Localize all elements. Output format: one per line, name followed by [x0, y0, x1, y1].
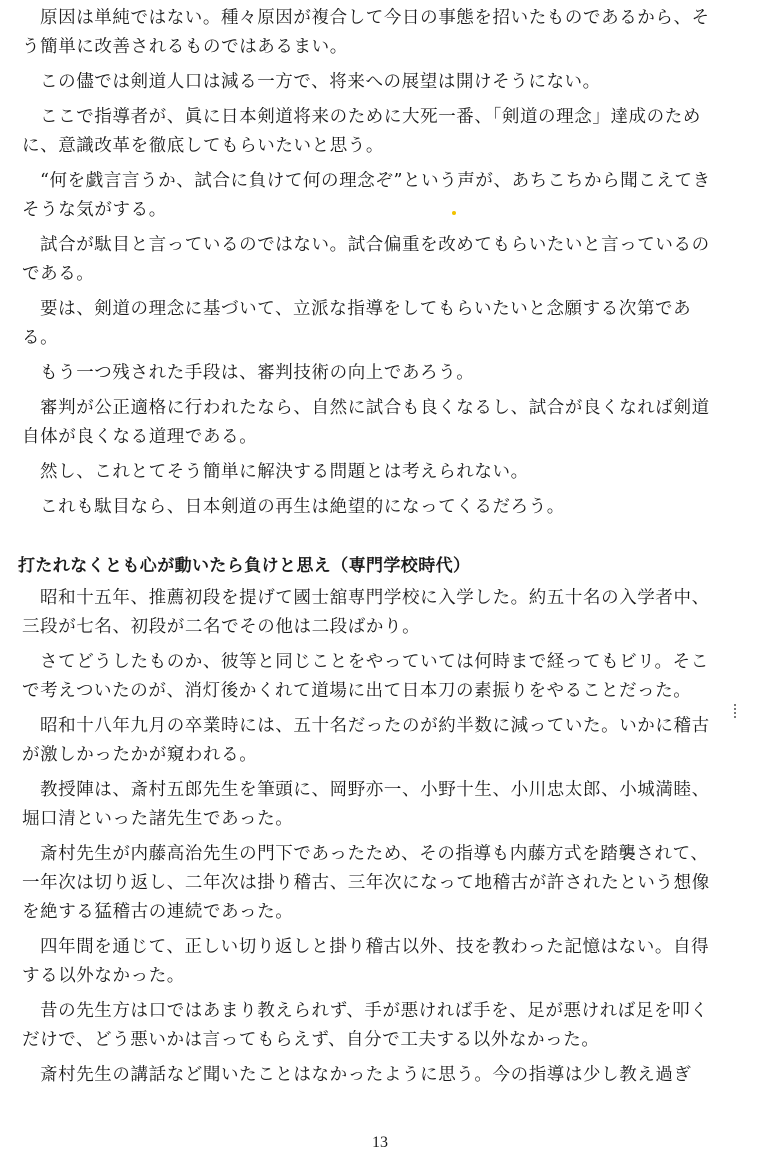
paragraph: 教授陣は、斎村五郎先生を筆頭に、岡野亦一、小野十生、小川忠太郎、小城満睦、堀口清といった諸先生であった。: [22, 780, 710, 829]
paragraph: 昭和十五年、推薦初段を提げて國士舘専門学校に入学した。約五十名の入学者中、三段が七名、初段が二名でその他は二段ばかり。: [22, 588, 710, 637]
paragraph: “何を戯言言うか、試合に負けて何の理念ぞ”という声が、あちこちから聞こえてきそうな気がする。: [22, 171, 711, 220]
paragraph: 斎村先生の講話など聞いたことはなかったように思う。今の指導は少し教え過ぎ: [40, 1065, 692, 1085]
paragraph: 試合が駄目と言っているのではない。試合偏重を改めてもらいたいと言っているのである。: [22, 235, 710, 284]
paragraph: 四年間を通じて、正しい切り返しと掛り稽古以外、技を教わった記憶はない。自得する以外なかった。: [22, 937, 710, 986]
paragraph: この儘では剣道人口は減る一方で、将来への展望は開けそうにない。: [40, 72, 601, 92]
page-number: 13: [372, 1134, 388, 1151]
body-text-bottom: [22, 584, 722, 1096]
body-text-top: [22, 4, 722, 528]
paragraph: 原因は単純ではない。種々原因が複合して今日の事態を招いたものであるから、そう簡単に改善されるものではあるまい。: [22, 8, 710, 57]
paragraph: 然し、これとてそう簡単に解決する問題とは考えられない。: [40, 462, 529, 482]
paragraph: 斎村先生が内藤高治先生の門下であったため、その指導も内藤方式を踏襲されて、一年次は切り返し、二年次は掛り稽古、三年次になって地稽古が許されたという想像を絶する猛稽古の連続であった。: [22, 844, 710, 922]
paragraph: 審判が公正適格に行われたなら、自然に試合も良くなるし、試合が良くなれば剣道自体が良くなる道理である。: [22, 398, 710, 447]
paragraph: もう一つ残された手段は、審判技術の向上であろう。: [40, 363, 475, 383]
paragraph: 昔の先生方は口ではあまり教えられず、手が悪ければ手を、足が悪ければ足を叩くだけで、どう悪いかは言ってもらえず、自分で工夫する以外なかった。: [22, 1001, 709, 1050]
paragraph: さてどうしたものか、彼等と同じことをやっていては何時まで経ってもビリ。そこで考えついたのが、消灯後かくれて道場に出て日本刀の素振りをやることだった。: [22, 652, 709, 701]
paragraph: 昭和十八年九月の卒業時には、五十名だったのが約半数に減っていた。いかに稽古が激しかったかが窺われる。: [22, 716, 710, 765]
paragraph: これも駄目なら、日本剣道の再生は絶望的になってくるだろう。: [40, 497, 565, 517]
ink-speck: [452, 211, 456, 215]
section-heading: 打たれなくとも心が動いたら負けと思え（専門学校時代）: [18, 556, 471, 576]
margin-mark: [734, 704, 740, 718]
paragraph: 要は、剣道の理念に基づいて、立派な指導をしてもらいたいと念願する次第である。: [22, 299, 692, 348]
paragraph: ここで指導者が、眞に日本剣道将来のために大死一番、「剣道の理念」達成のために、意識改革を徹底してもらいたいと思う。: [22, 107, 701, 156]
